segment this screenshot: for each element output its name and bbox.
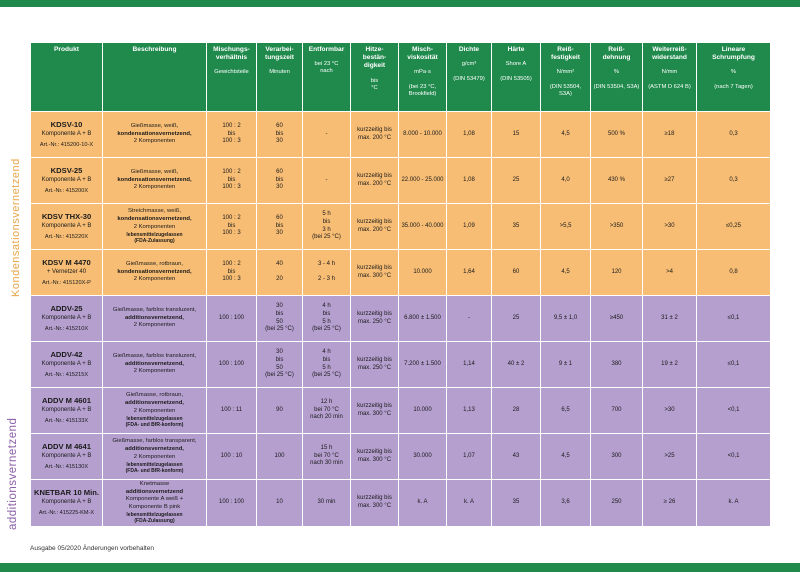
column-header <box>399 43 447 112</box>
table-row <box>31 342 771 388</box>
viscosity-cell: 7.200 ± 1.500 <box>399 342 447 388</box>
description-crosslinking: additionsvernetzend, <box>125 446 184 453</box>
working-time-cell: 10 <box>257 480 303 527</box>
column-header <box>303 43 351 112</box>
product-components: Komponente A + B <box>41 406 92 413</box>
tensile-strength-cell: 4,0 <box>541 158 591 204</box>
heat-resistance-cell: kurzzeitig bis max. 300 °C <box>351 434 399 480</box>
hardness-cell: 60 <box>492 250 541 296</box>
column-header-unit: mPa·s (bei 23 °C, Brookfield) <box>408 69 437 98</box>
column-header <box>447 43 492 112</box>
description-text: Gießmasse, farblos transluzent, <box>112 352 197 359</box>
product-components: Komponente A + B <box>41 499 92 506</box>
hardness-cell: 15 <box>492 112 541 158</box>
shrinkage-cell: <0,1 <box>697 434 771 480</box>
tear-resistance-cell: >4 <box>643 250 697 296</box>
tear-resistance-cell: 31 ± 2 <box>643 296 697 342</box>
column-header <box>103 43 207 112</box>
column-header <box>31 43 103 112</box>
description-components: 2 Komponenten <box>133 184 176 191</box>
demold-time-cell: - <box>303 112 351 158</box>
shrinkage-cell: <0,1 <box>697 388 771 434</box>
working-time-cell: 30 bis 50 (bei 25 °C) <box>257 342 303 388</box>
description-crosslinking: kondensationsvernetzend, <box>117 176 192 183</box>
column-header <box>492 43 541 112</box>
heat-resistance-cell: kurzzeitig bis max. 300 °C <box>351 250 399 296</box>
mixing-ratio-cell: 100 : 2 bis 100 : 3 <box>207 158 257 204</box>
demold-time-cell: - <box>303 158 351 204</box>
hardness-cell: 40 ± 2 <box>492 342 541 388</box>
product-components: Komponente A + B <box>41 222 92 229</box>
demold-time-cell: 15 h bei 70 °C nach 30 min <box>303 434 351 480</box>
heat-resistance-cell: kurzzeitig bis max. 250 °C <box>351 296 399 342</box>
description-components: Komponente A weiß + Komponente B pink <box>125 496 184 511</box>
column-header-unit: N/mm² (DIN 53504, S3A) <box>549 69 582 98</box>
column-header <box>351 43 399 112</box>
product-name: ADDV M 4641 <box>42 442 91 452</box>
column-header-unit: Gewichtsteile <box>214 69 249 76</box>
description-crosslinking: additionsvernetzend <box>125 488 184 495</box>
product-article-number: Art.-Nr.: 415220X <box>44 233 89 240</box>
column-header <box>697 43 771 112</box>
bottom-accent-bar <box>0 563 800 572</box>
hardness-cell: 25 <box>492 296 541 342</box>
tear-resistance-cell: 19 ± 2 <box>643 342 697 388</box>
column-header <box>257 43 303 112</box>
description-cell <box>103 342 207 388</box>
table-row <box>31 250 771 296</box>
tensile-strength-cell: 6,5 <box>541 388 591 434</box>
demold-time-cell: 5 h bis 3 h (bei 25 °C) <box>303 204 351 250</box>
viscosity-cell: 30.000 <box>399 434 447 480</box>
description-approval: lebensmittelzugelassen (FDA- und BfR-konform) <box>125 415 184 428</box>
working-time-cell: 30 bis 50 (bei 25 °C) <box>257 296 303 342</box>
column-header-title: Dichte <box>458 46 480 53</box>
shrinkage-cell: 0,3 <box>697 158 771 204</box>
density-cell: 1,08 <box>447 112 492 158</box>
product-table <box>30 42 771 527</box>
description-cell <box>103 388 207 434</box>
column-header-unit: bis °C <box>370 77 379 91</box>
tear-resistance-cell: >30 <box>643 388 697 434</box>
column-header <box>591 43 643 112</box>
table-row <box>31 158 771 204</box>
column-header-title: Hitze- bestän- digkeit <box>362 46 387 70</box>
description-cell <box>103 434 207 480</box>
demold-time-cell: 3 - 4 h 2 - 3 h <box>303 250 351 296</box>
product-components: Komponente A + B <box>41 176 92 183</box>
mixing-ratio-cell: 100 : 2 bis 100 : 3 <box>207 204 257 250</box>
hardness-cell: 35 <box>492 480 541 527</box>
product-components: Komponente A + B <box>41 314 92 321</box>
column-header <box>643 43 697 112</box>
description-crosslinking: kondensationsvernetzend, <box>117 268 192 275</box>
shrinkage-cell: 0,8 <box>697 250 771 296</box>
product-name: KDSV M 4470 <box>42 258 91 268</box>
elongation-cell: 300 <box>591 434 643 480</box>
working-time-cell: 40 20 <box>257 250 303 296</box>
tear-resistance-cell: ≥ 26 <box>643 480 697 527</box>
column-header-title: Mischungs- verhältnis <box>213 46 250 62</box>
description-components: 2 Komponenten <box>133 138 176 145</box>
product-name: KDSV THX-30 <box>41 212 92 222</box>
column-header-title: Reiß- festigkeit <box>551 46 580 62</box>
description-crosslinking: kondensationsvernetzend, <box>117 130 192 137</box>
description-cell <box>103 112 207 158</box>
density-cell: 1,08 <box>447 158 492 204</box>
elongation-cell: 380 <box>591 342 643 388</box>
tensile-strength-cell: 4,5 <box>541 434 591 480</box>
product-article-number: Art.-Nr.: 415210X <box>44 325 89 332</box>
mixing-ratio-cell: 100 : 100 <box>207 296 257 342</box>
column-header-unit: % (DIN 53504, S3A) <box>593 69 640 90</box>
product-cell <box>31 434 103 480</box>
mixing-ratio-cell: 100 : 2 bis 100 : 3 <box>207 250 257 296</box>
heat-resistance-cell: kurzzeitig bis max. 200 °C <box>351 204 399 250</box>
heat-resistance-cell: kurzzeitig bis max. 200 °C <box>351 112 399 158</box>
elongation-cell: 700 <box>591 388 643 434</box>
mixing-ratio-cell: 100 : 11 <box>207 388 257 434</box>
product-article-number: Art.-Nr.: 415225-KM-X <box>38 510 95 517</box>
demold-time-cell: 30 min <box>303 480 351 527</box>
description-cell <box>103 204 207 250</box>
description-text: Streichmasse, weiß, <box>127 208 182 215</box>
tensile-strength-cell: 3,6 <box>541 480 591 527</box>
description-text: Gießmasse, farblos transparent, <box>112 438 197 445</box>
density-cell: 1,07 <box>447 434 492 480</box>
description-text: Gießmasse, farblos transluzent, <box>112 306 197 313</box>
density-cell: 1,64 <box>447 250 492 296</box>
hardness-cell: 25 <box>492 158 541 204</box>
column-header-title: Härte <box>507 46 525 53</box>
product-cell <box>31 342 103 388</box>
column-header-unit: Shore A (DIN 53505) <box>500 61 532 82</box>
tensile-strength-cell: >5,5 <box>541 204 591 250</box>
footnote: Ausgabe 05/2020 Änderungen vorbehalten <box>30 545 154 552</box>
shrinkage-cell: ≤0,1 <box>697 342 771 388</box>
description-components: 2 Komponenten <box>133 453 176 460</box>
density-cell: 1,14 <box>447 342 492 388</box>
column-header-title: Entformbar <box>308 46 345 53</box>
column-header-title: Reiß- dehnung <box>602 46 631 62</box>
product-name: ADDV-42 <box>50 350 83 360</box>
product-cell <box>31 158 103 204</box>
product-cell <box>31 250 103 296</box>
elongation-cell: 250 <box>591 480 643 527</box>
side-label-kondensation: Kondensationsvernetzend <box>10 158 22 297</box>
heat-resistance-cell: kurzzeitig bis max. 250 °C <box>351 342 399 388</box>
product-cell <box>31 480 103 527</box>
product-components: + Vernetzer 40 <box>46 268 87 275</box>
elongation-cell: 430 % <box>591 158 643 204</box>
product-cell <box>31 204 103 250</box>
product-name: ADDV-25 <box>50 304 83 314</box>
description-components: 2 Komponenten <box>133 407 176 414</box>
column-header-title: Lineare Schrumpfung <box>712 46 755 62</box>
product-article-number: Art.-Nr.: 415200-10-X <box>39 141 94 148</box>
product-article-number: Art.-Nr.: 415200X <box>44 187 89 194</box>
shrinkage-cell: k. A <box>697 480 771 527</box>
mixing-ratio-cell: 100 : 100 <box>207 342 257 388</box>
description-text: Knetmasse <box>139 481 170 487</box>
column-header <box>207 43 257 112</box>
heat-resistance-cell: kurzzeitig bis max. 300 °C <box>351 480 399 527</box>
description-approval: lebensmittelzugelassen (FDA-Zulassung) <box>126 231 183 244</box>
column-header-unit: Minuten <box>269 69 290 76</box>
header-row <box>31 43 771 112</box>
column-header-title: Misch- viskosität <box>407 46 438 62</box>
hardness-cell: 43 <box>492 434 541 480</box>
description-approval: lebensmittelzugelassen (FDA- und BfR-konform) <box>125 461 184 474</box>
column-header-title: Beschreibung <box>132 46 177 53</box>
product-components: Komponente A + B <box>41 452 92 459</box>
working-time-cell: 60 bis 30 <box>257 112 303 158</box>
viscosity-cell: 6.800 ± 1.500 <box>399 296 447 342</box>
heat-resistance-cell: kurzzeitig bis max. 200 °C <box>351 158 399 204</box>
tear-resistance-cell: >30 <box>643 204 697 250</box>
product-cell <box>31 112 103 158</box>
demold-time-cell: 12 h bei 70 °C nach 20 min <box>303 388 351 434</box>
description-components: 2 Komponenten <box>133 368 176 375</box>
density-cell: 1,13 <box>447 388 492 434</box>
product-cell <box>31 296 103 342</box>
product-name: KNETBAR 10 Min. <box>34 488 99 498</box>
column-header-unit: N/mm (ASTM D 624 B) <box>648 69 691 90</box>
viscosity-cell: 10.000 <box>399 388 447 434</box>
description-crosslinking: kondensationsvernetzend, <box>117 216 192 223</box>
side-label-addition: additionsvernetzend <box>7 417 19 530</box>
column-header-unit: % (nach 7 Tagen) <box>714 69 753 90</box>
description-components: 2 Komponenten <box>133 322 176 329</box>
product-article-number: Art.-Nr.: 415215X <box>44 371 89 378</box>
product-article-number: Art.-Nr.: 415133X <box>44 417 89 424</box>
description-cell <box>103 480 207 527</box>
shrinkage-cell: ≤0,1 <box>697 296 771 342</box>
description-cell <box>103 250 207 296</box>
product-article-number: Art.-Nr.: 415130X <box>44 463 89 470</box>
column-header-title: Produkt <box>54 46 79 53</box>
shrinkage-cell: ≤0,25 <box>697 204 771 250</box>
column-header <box>541 43 591 112</box>
product-name: KDSV-25 <box>50 166 83 176</box>
column-header-title: Weiterreiß- widerstand <box>652 46 687 62</box>
product-name: ADDV M 4601 <box>42 396 91 406</box>
mixing-ratio-cell: 100 : 100 <box>207 480 257 527</box>
table-row <box>31 204 771 250</box>
elongation-cell: ≥450 <box>591 296 643 342</box>
working-time-cell: 60 bis 30 <box>257 204 303 250</box>
viscosity-cell: 8.000 - 10.000 <box>399 112 447 158</box>
density-cell: - <box>447 296 492 342</box>
working-time-cell: 60 bis 30 <box>257 158 303 204</box>
description-crosslinking: additionsvernetzend, <box>125 360 184 367</box>
table-body <box>31 112 771 527</box>
tear-resistance-cell: >25 <box>643 434 697 480</box>
description-crosslinking: additionsvernetzend, <box>125 314 184 321</box>
description-cell <box>103 296 207 342</box>
mixing-ratio-cell: 100 : 10 <box>207 434 257 480</box>
viscosity-cell: k. A <box>399 480 447 527</box>
tensile-strength-cell: 4,5 <box>541 112 591 158</box>
tensile-strength-cell: 4,5 <box>541 250 591 296</box>
working-time-cell: 100 <box>257 434 303 480</box>
hardness-cell: 35 <box>492 204 541 250</box>
column-header-unit: bei 23 °C nach <box>314 61 339 75</box>
viscosity-cell: 22.000 - 25.000 <box>399 158 447 204</box>
table-row <box>31 296 771 342</box>
description-components: 2 Komponenten <box>133 223 176 230</box>
table-row <box>31 388 771 434</box>
demold-time-cell: 4 h bis 5 h (bei 25 °C) <box>303 296 351 342</box>
table-row <box>31 112 771 158</box>
description-text: Gießmasse, rotbraun, <box>126 260 183 267</box>
table-row <box>31 480 771 527</box>
tensile-strength-cell: 9 ± 1 <box>541 342 591 388</box>
elongation-cell: >350 <box>591 204 643 250</box>
viscosity-cell: 10.000 <box>399 250 447 296</box>
density-cell: 1,09 <box>447 204 492 250</box>
description-crosslinking: additionsvernetzend, <box>125 400 184 407</box>
heat-resistance-cell: kurzzeitig bis max. 300 °C <box>351 388 399 434</box>
tear-resistance-cell: ≥27 <box>643 158 697 204</box>
description-cell <box>103 158 207 204</box>
description-text: Gießmasse, rotbraun, <box>126 392 183 399</box>
product-components: Komponente A + B <box>41 130 92 137</box>
elongation-cell: 120 <box>591 250 643 296</box>
product-cell <box>31 388 103 434</box>
description-text: Gießmasse, weiß, <box>130 122 179 129</box>
column-header-title: Verarbei- tungszeit <box>265 46 294 62</box>
table-row <box>31 434 771 480</box>
viscosity-cell: 35.000 - 40.000 <box>399 204 447 250</box>
shrinkage-cell: 0,3 <box>697 112 771 158</box>
product-components: Komponente A + B <box>41 360 92 367</box>
mixing-ratio-cell: 100 : 2 bis 100 : 3 <box>207 112 257 158</box>
description-text: Gießmasse, weiß, <box>130 168 179 175</box>
working-time-cell: 90 <box>257 388 303 434</box>
elongation-cell: 500 % <box>591 112 643 158</box>
demold-time-cell: 4 h bis 5 h (bei 25 °C) <box>303 342 351 388</box>
hardness-cell: 28 <box>492 388 541 434</box>
description-approval: lebensmittelzugelassen (FDA-Zulassung) <box>126 511 183 525</box>
top-accent-bar <box>0 0 800 7</box>
column-header-unit: g/cm³ (DIN 53479) <box>453 61 485 82</box>
tear-resistance-cell: ≥18 <box>643 112 697 158</box>
description-components: 2 Komponenten <box>133 276 176 283</box>
product-article-number: Art.-Nr.: 415120X-P <box>42 279 91 286</box>
product-name: KDSV-10 <box>50 120 83 130</box>
density-cell: k. A <box>447 480 492 527</box>
tensile-strength-cell: 9,5 ± 1,0 <box>541 296 591 342</box>
